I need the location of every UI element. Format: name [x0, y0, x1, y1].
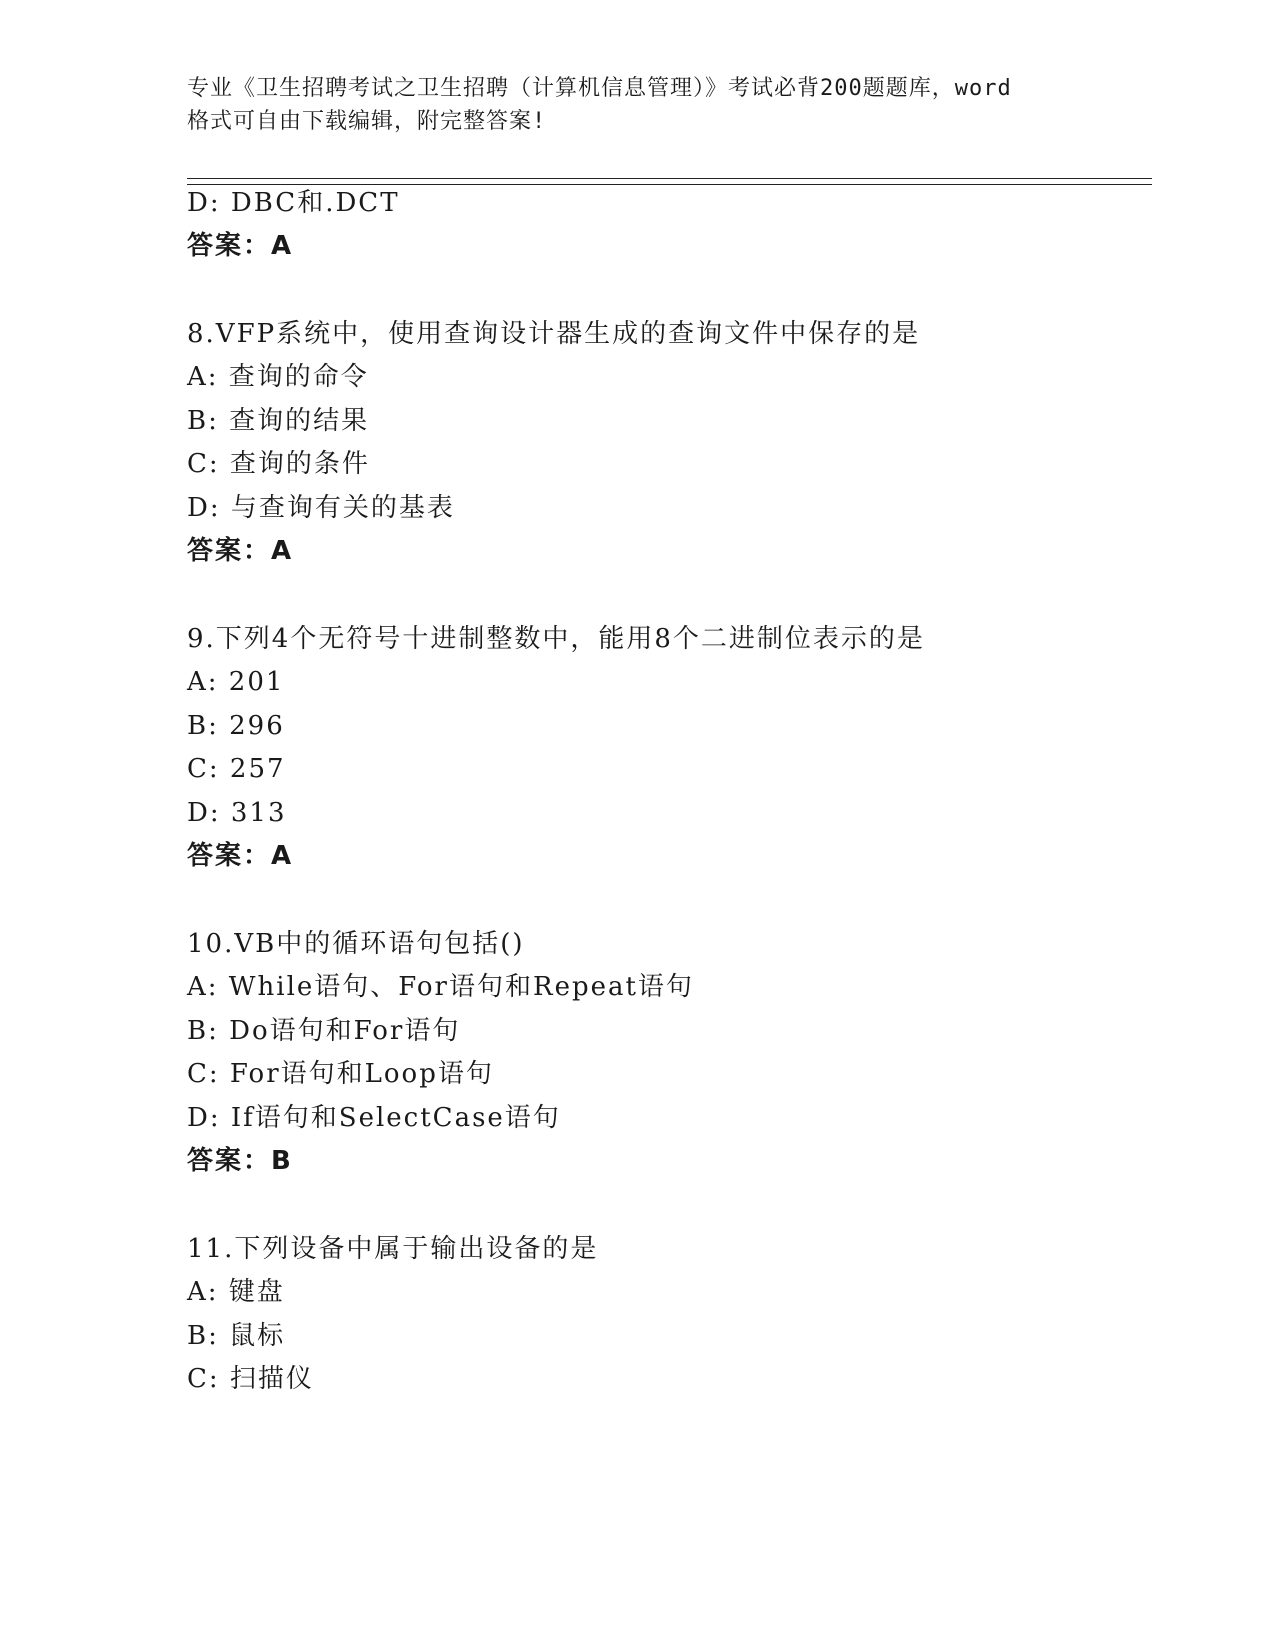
document-header [187, 72, 1087, 138]
option-a: A: 查询的命令 [187, 362, 369, 392]
option-b: B: 296 [187, 711, 285, 741]
header-divider-top [187, 178, 1152, 179]
option-a: A: 201 [187, 667, 285, 697]
option-b: B: 查询的结果 [187, 406, 370, 436]
answer-text: 答案：B [187, 1146, 293, 1176]
header-divider-bottom [187, 184, 1152, 185]
option-c: C: 查询的条件 [187, 449, 370, 479]
answer-text: 答案：A [187, 841, 294, 871]
question-stem: 11.下列设备中属于输出设备的是 [187, 1234, 599, 1264]
question-stem: 8.VFP系统中，使用查询设计器生成的查询文件中保存的是 [187, 319, 921, 349]
option-c: C: 扫描仪 [187, 1364, 314, 1394]
option-b: B: 鼠标 [187, 1321, 286, 1351]
header-line-2: 格式可自由下载编辑，附完整答案! [187, 109, 547, 134]
answer-text: 答案：A [187, 231, 294, 261]
option-a: A: 键盘 [187, 1277, 285, 1307]
option-c: C: For语句和Loop语句 [187, 1059, 494, 1089]
option-b: B: Do语句和For语句 [187, 1016, 461, 1046]
option-a: A: While语句、For语句和Repeat语句 [187, 972, 694, 1002]
option-d: D: If语句和SelectCase语句 [187, 1103, 561, 1133]
header-line-1: 专业《卫生招聘考试之卫生招聘（计算机信息管理）》考试必背200题题库，word [187, 76, 1012, 101]
option-d: D: 与查询有关的基表 [187, 493, 455, 523]
option-d: D: DBC和.DCT [187, 188, 400, 218]
question-stem: 9.下列4个无符号十进制整数中，能用8个二进制位表示的是 [187, 624, 925, 654]
question-stem: 10.VB中的循环语句包括() [187, 929, 525, 959]
option-d: D: 313 [187, 798, 287, 828]
answer-text: 答案：A [187, 536, 294, 566]
option-c: C: 257 [187, 754, 286, 784]
